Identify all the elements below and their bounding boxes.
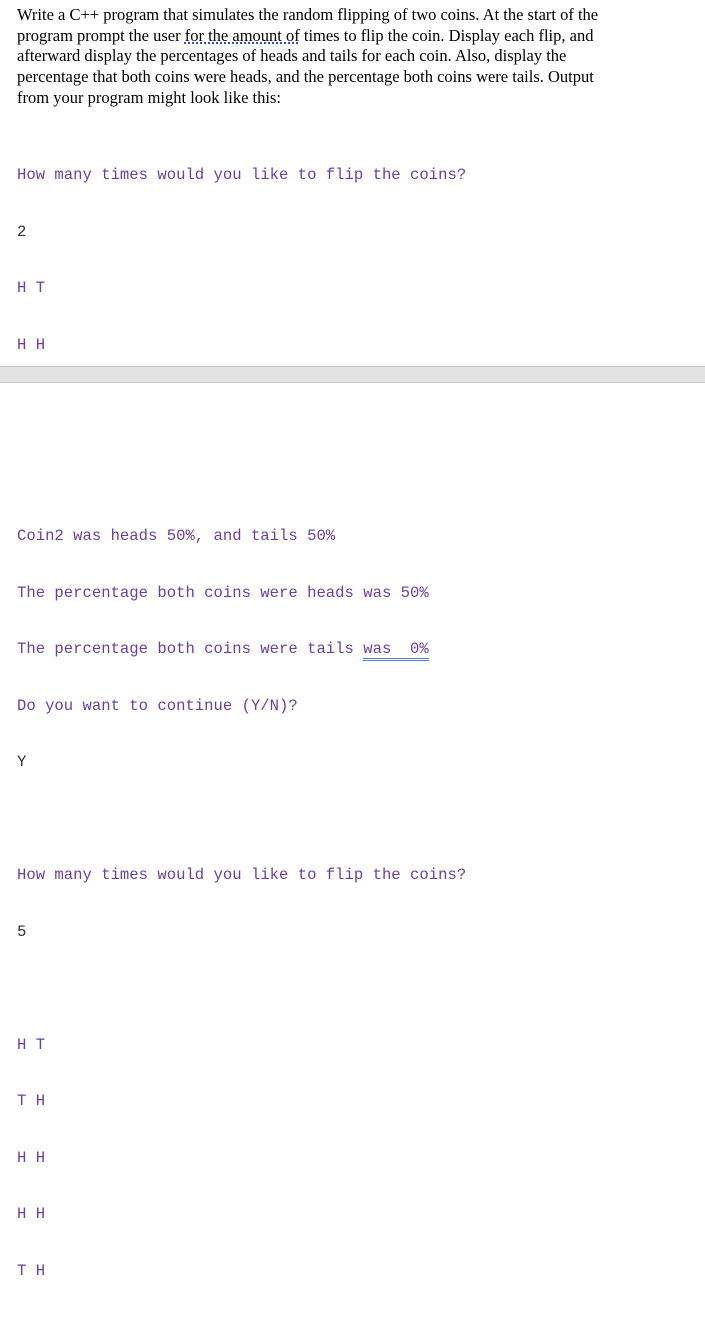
problem-line-1: Write a C++ program that simulates the random flipping of two coins. At the start of the — [17, 5, 599, 24]
flip-prompt: How many times would you like to flip the coins? — [17, 166, 467, 184]
grammar-flag-spacing[interactable]: was 0% — [363, 640, 429, 661]
document-page-bottom — [0, 383, 705, 1280]
continue-prompt: Do you want to continue (Y/N)? — [17, 696, 298, 715]
flip-result-line: H H — [17, 335, 46, 354]
flip-result-line: T H — [17, 1261, 46, 1280]
flip-result-line: T H — [17, 1092, 46, 1110]
problem-line-4: percentage that both coins were heads, and the percentage both coins were tails. Output — [17, 67, 594, 87]
page-break-gap — [0, 366, 705, 383]
flip-result-line: H H — [17, 1205, 46, 1223]
problem-line-2: program prompt the user for the amount of times to flip the coin. Display each flip, and — [17, 25, 594, 45]
flip-result-line: H T — [17, 1035, 46, 1054]
both-heads-result: The percentage both coins were heads was 50% — [17, 583, 429, 602]
document-page-top — [0, 0, 705, 366]
continue-input: Y — [17, 753, 27, 771]
flip-result-line: H T — [17, 279, 46, 297]
flip-result-line: H H — [17, 1148, 46, 1167]
problem-line-3: afterward display the percentages of heads and tails for each coin. Also, display the — [17, 46, 567, 66]
sample-output-block-2 — [17, 490, 466, 1317]
problem-line-5: from your program might look like this: — [17, 87, 281, 107]
flip-count-input: 2 — [17, 222, 27, 241]
coin2-result: Coin2 was heads 50%, and tails 50% — [17, 527, 336, 545]
flip-count-input: 5 — [17, 922, 27, 941]
both-tails-result: The percentage both coins were tails was 0% — [17, 639, 466, 660]
flip-prompt: How many times would you like to flip the coins? — [17, 866, 467, 884]
problem-statement — [17, 5, 697, 109]
grammar-flag-phrase[interactable]: for the amount of — [184, 25, 300, 45]
